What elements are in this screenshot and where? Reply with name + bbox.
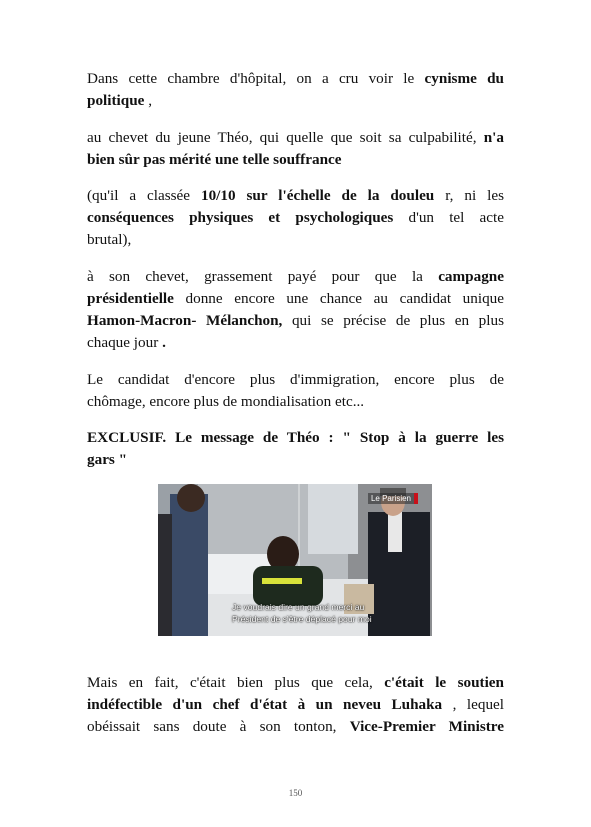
bold-text-run: présidentielle [87,290,174,307]
paragraph-hospital-room [87,68,504,112]
text-line [87,207,504,229]
text-line [87,716,504,738]
text-line [87,68,504,90]
bold-text-run: campagne [438,268,504,285]
bold-text-run: . [162,334,166,351]
bold-text-run: c'était le soutien [384,674,504,691]
text-run: , lequel [442,696,505,713]
le-parisien-logo: Le Parisien [368,493,418,504]
heading-line: gars " [87,451,128,468]
text-run: Dans cette chambre d'hôpital, on a cru voir le [87,70,425,87]
paragraph-campaign [87,266,504,354]
hospital-photo [158,484,432,636]
text-run: au chevet du jeune Théo, qui quelle que soit sa culpabilité, [87,129,484,146]
paragraph-candidate [87,369,504,413]
bold-text-run: 10/10 sur l'échelle de la douleu [200,187,435,204]
bold-text-run: Vice-Premier Ministre [349,718,505,735]
bold-text-run: indéfectible d'un chef d'état à un neveu Luhaka [87,696,443,713]
page-number: 150 [288,788,303,798]
text-line [87,149,504,171]
text-line [87,90,504,112]
text-line [87,672,504,694]
text-line: chômage, encore plus de mondialisation etc... [87,393,365,410]
paragraph-support [87,672,504,738]
text-run: chaque jour [87,334,163,351]
paragraph-theo-bedside [87,127,504,171]
bold-text-run: n'a [483,129,504,146]
bold-text-run: conséquences physiques et psychologiques [87,209,394,226]
text-run: r, ni les [434,187,504,204]
text-line: Le candidat d'encore plus d'immigration, encore plus de [87,371,504,388]
text-run: obéissait sans doute à son tonton, [87,718,350,735]
text-line [87,332,504,354]
text-run: brutal), [87,231,132,248]
text-run: , [144,92,152,109]
text-run: à son chevet, grassement payé pour que la [87,268,439,285]
text-line [87,266,504,288]
heading-line: EXCLUSIF. Le message de Théo : " Stop à la guerre les [87,429,504,446]
text-line [87,310,504,332]
text-run: qui se précise de plus en plus [282,312,504,329]
text-line [87,185,504,207]
text-line [87,694,504,716]
text-line [87,127,504,149]
bold-text-run: Hamon-Macron- Mélanchon, [87,312,283,329]
bold-text-run: politique [87,92,145,109]
text-run: (qu'il a classée [87,187,201,204]
text-run: donne encore une chance au candidat unique [173,290,504,307]
text-run: d'un tel acte [393,209,504,226]
photo-caption-line: Je voudrais dire un grand merci au [232,602,365,612]
exclusive-heading [87,427,504,471]
text-run: Mais en fait, c'était bien plus que cela, [87,674,385,691]
paragraph-pain-scale [87,185,504,251]
text-line [87,288,504,310]
photo-caption-line: Président de s'être déplacé pour moi [232,614,372,624]
text-line [87,229,504,251]
bold-text-run: bien sûr pas mérité une telle souffrance [87,151,342,168]
bold-text-run: cynisme du [424,70,504,87]
